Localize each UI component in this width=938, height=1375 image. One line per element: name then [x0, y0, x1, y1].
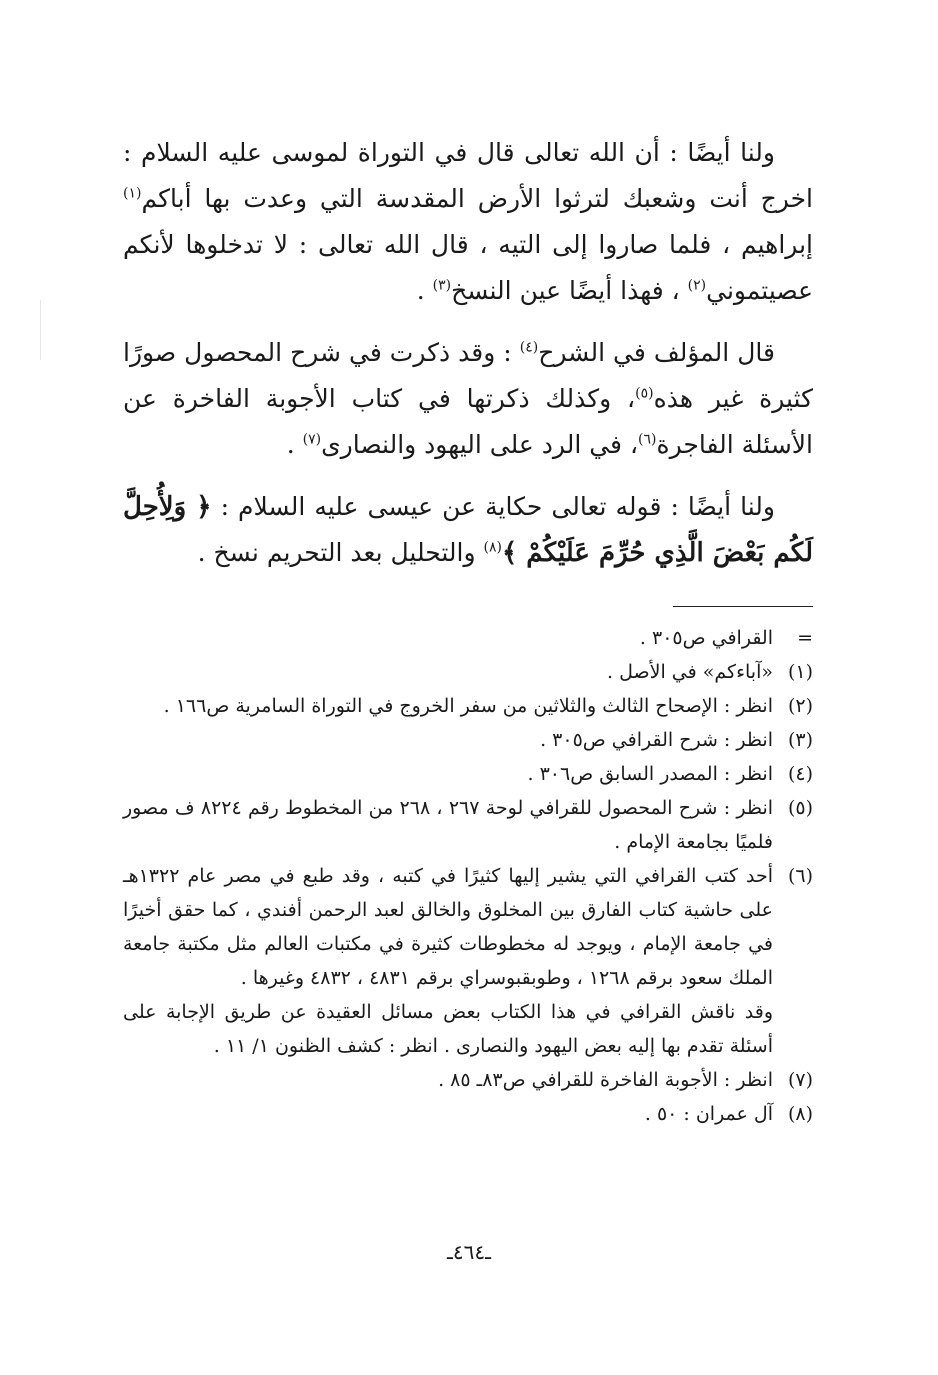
footnotes [123, 621, 813, 1131]
footnote-marker: (٧) [787, 1069, 813, 1091]
footnote-text: انظر : الأجوبة الفاخرة للقرافي ص٨٣ـ ٨٥ . [438, 1069, 773, 1091]
paragraph-text: ، فهذا أيضًا عين النسخ [451, 276, 688, 305]
footnote-marker: (٢) [787, 695, 813, 717]
footnote-text: انظر : المصدر السابق ص٣٠٦ . [527, 763, 773, 785]
paragraph-text: قال المؤلف في الشرح [538, 338, 775, 367]
footnote-marker: (٤) [787, 763, 813, 785]
footnote-continuation [123, 621, 813, 655]
footnote-ref-6[interactable]: (٦) [638, 431, 657, 448]
paragraph-text: . [416, 276, 433, 305]
footnote-text: آل عمران : ٥٠ . [644, 1103, 773, 1125]
footnote-3 [123, 723, 813, 757]
footnote-marker: (١) [787, 661, 813, 683]
footnote-6 [123, 859, 813, 995]
footnote-marker: (٨) [787, 1103, 813, 1125]
footnote-text: انظر : الإصحاح الثالث والثلاثين من سفر الخروج في التوراة السامرية ص١٦٦ . [163, 695, 773, 717]
quran-verse: ﴿ وَلِأُحِلَّ لَكُم بَعْضَ الَّذِي حُرِّمَ عَلَيْكُمْ ﴾ [123, 492, 813, 568]
paragraph-text: : وقد ذكرت في شرح المحصول صورًا كثيرة غير هذه [123, 338, 813, 413]
paragraph-text: ولنا أيضًا : أن الله تعالى قال في التوراة لموسى عليه السلام : اخرج أنت وشعبك لترثوا الأرض المقدسة التي وعدت بها أباكم [123, 138, 813, 213]
footnote-ref-7[interactable]: (٧) [302, 431, 322, 448]
footnote-marker: (٣) [787, 729, 813, 751]
footnote-ref-8[interactable]: (٨) [483, 539, 502, 556]
footnote-text: «آباءكم» في الأصل . [607, 661, 773, 683]
body-paragraph-2 [123, 330, 813, 468]
margin-mark [40, 300, 41, 360]
footnote-ref-4[interactable]: (٤) [519, 339, 539, 356]
footnote-5 [123, 791, 813, 859]
paragraph-text: والتحليل بعد التحريم نسخ . [197, 538, 484, 567]
footnote-2 [123, 689, 813, 723]
footnote-text: انظر : شرح القرافي ص٣٠٥ . [540, 729, 773, 751]
footnote-text: انظر : شرح المحصول للقرافي لوحة ٢٦٧ ، ٢٦٨ من المخطوط رقم ٨٢٢٤ ف مصور فلميًا بجامعة الإمام . [123, 797, 774, 853]
footnote-7 [123, 1063, 813, 1097]
footnote-marker: = [797, 627, 813, 649]
footnote-text: أحد كتب القرافي التي يشير إليها كثيرًا في كتبه ، وقد طبع في مصر عام ١٣٢٢هـ على حاشية كتاب الفارق بين المخلوق والخالق لعبد الرحمن أفندي ، كما حقق أخيرًا في جامعة الإمام ، ويوجد له مخطوطات كثيرة في مكتبات العالم مثل مكتبة جامعة الملك سعود برقم ١٢٦٨ ، وطوبقبوسراي برقم ٤٨٣١ ، ٤٨٣٢ وغيرها . [123, 865, 773, 989]
footnote-text: القرافي ص٣٠٥ . [639, 627, 773, 649]
paragraph-text: . [286, 430, 303, 459]
footnote-marker: (٥) [787, 797, 813, 819]
footnote-4 [123, 757, 813, 791]
paragraph-text: ولنا أيضًا : قوله تعالى حكاية عن عيسى عليه السلام : [211, 492, 775, 521]
page-content [123, 130, 813, 1131]
footnote-ref-2[interactable]: (٢) [687, 277, 707, 294]
footnote-1 [123, 655, 813, 689]
footnote-marker: (٦) [787, 865, 813, 887]
body-paragraph-1 [123, 130, 813, 314]
footnote-ref-3[interactable]: (٣) [432, 277, 452, 294]
footnote-ref-1[interactable]: (١) [123, 185, 142, 202]
footnote-6-continued: وقد ناقش القرافي في هذا الكتاب بعض مسائل العقيدة عن طريق الإجابة على أسئلة تقدم بها إليه بعض اليهود والنصارى . انظر : كشف الظنون ١/ ١١ . [123, 1001, 773, 1057]
body-paragraph-3 [123, 484, 813, 576]
page-number: ـ٤٦٤ـ [447, 1240, 491, 1264]
footnote-separator [673, 606, 813, 607]
paragraph-text: ، في الرد على اليهود والنصارى [321, 430, 639, 459]
footnote-ref-5[interactable]: (٥) [635, 385, 654, 402]
paragraph-text: إبراهيم ، فلما صاروا إلى التيه ، قال الله تعالى : لا تدخلوها لأنكم عصيتموني [123, 230, 813, 305]
paragraph-text: ، وكذلك ذكرتها في كتاب الأجوبة الفاخرة عن الأسئلة الفاجرة [123, 384, 813, 459]
footnote-8 [123, 1097, 813, 1131]
